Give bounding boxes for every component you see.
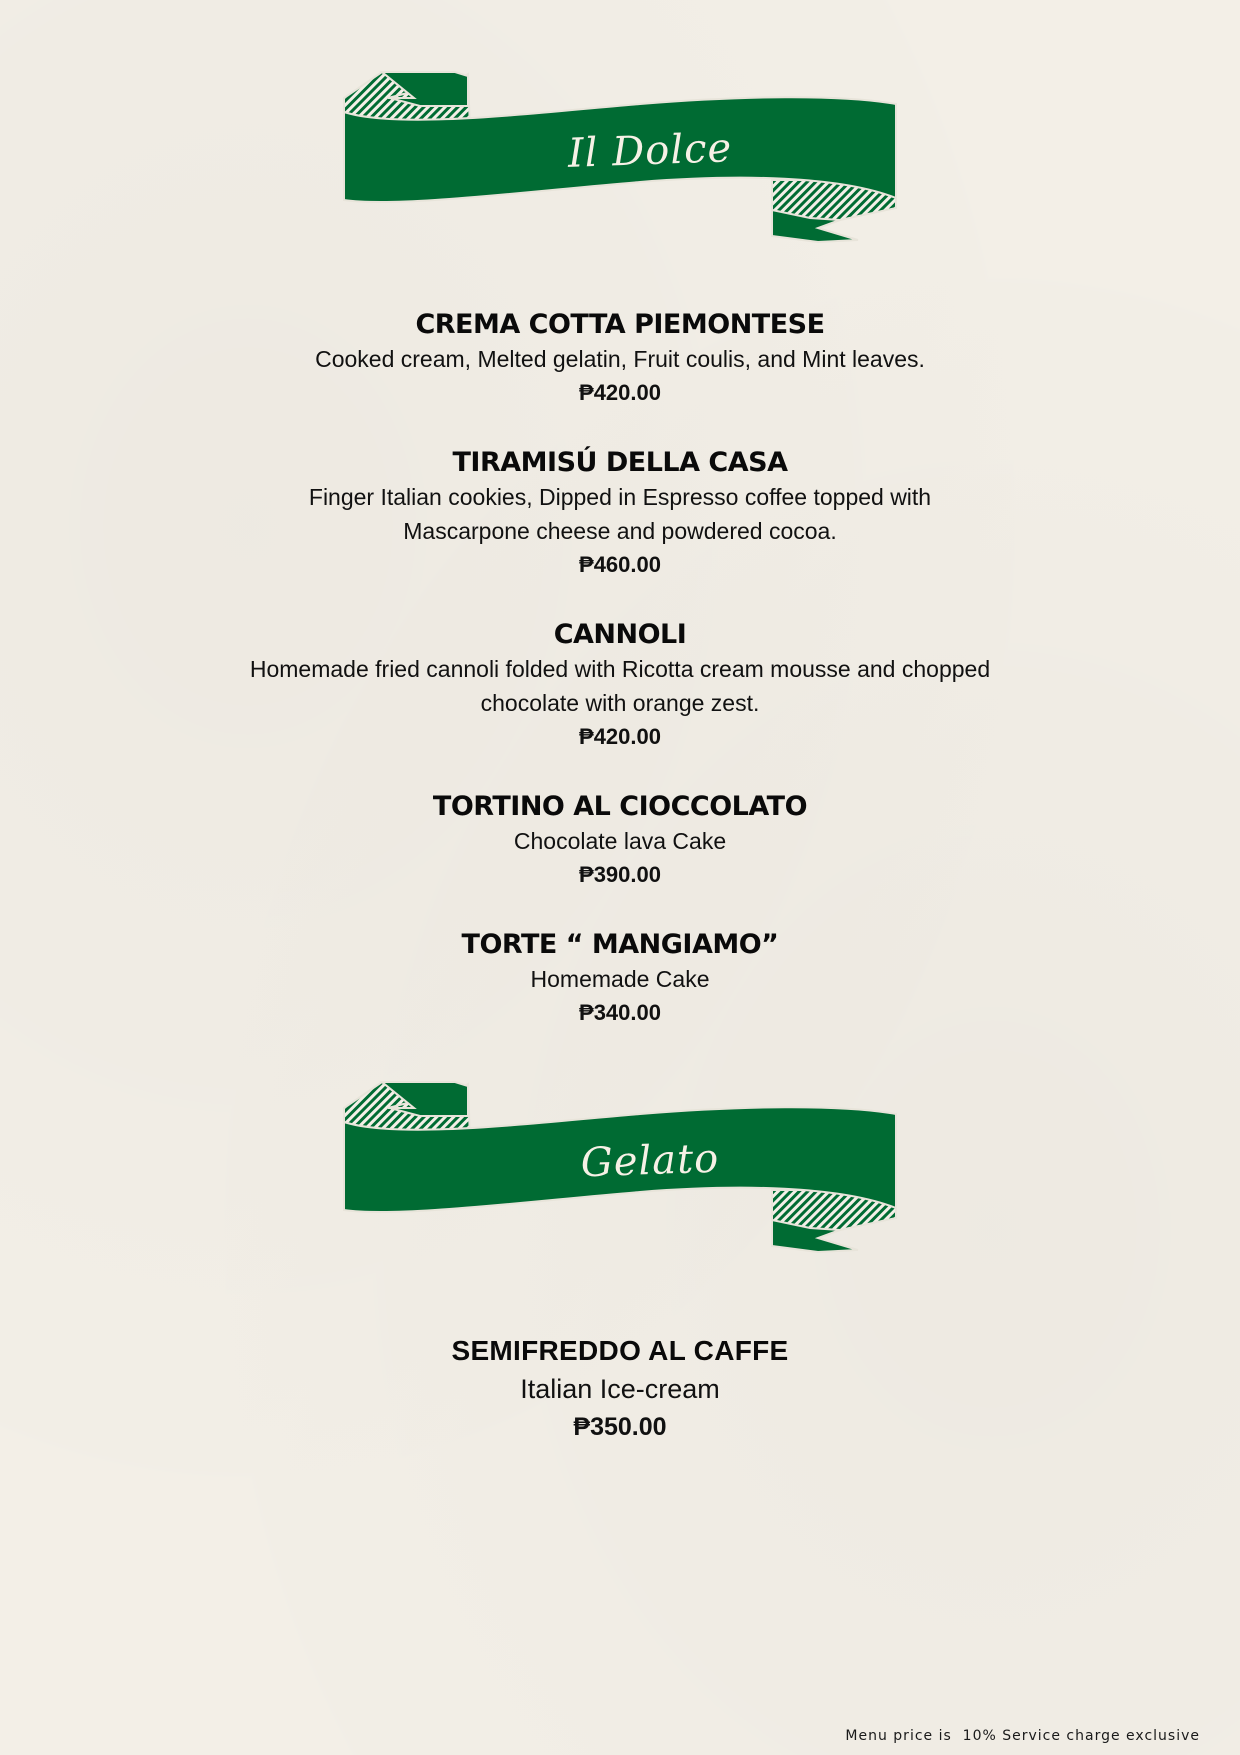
item-price: ₱390.00	[579, 862, 661, 887]
item-name: CREMA COTTA PIEMONTESE	[415, 309, 825, 340]
item-description: Homemade fried cannoli folded with Ricotta cream mousse and chopped	[249, 656, 991, 682]
item-price: ₱340.00	[579, 1000, 661, 1025]
item-description: chocolate with orange zest.	[480, 690, 760, 716]
item-description: Mascarpone cheese and powdered cocoa.	[403, 518, 837, 544]
menu-item	[0, 446, 1240, 582]
section-title-dolce: Il Dolce	[567, 125, 733, 177]
menu-item	[0, 1332, 1240, 1446]
item-description: Italian Ice-cream	[520, 1374, 720, 1404]
item-price: ₱350.00	[573, 1413, 667, 1441]
menu-item	[0, 308, 1240, 410]
item-price: ₱420.00	[579, 724, 661, 749]
item-price: ₱460.00	[579, 552, 661, 577]
item-description: Cooked cream, Melted gelatin, Fruit coulis, and Mint leaves.	[315, 346, 925, 372]
section-title-gelato: Gelato	[580, 1135, 720, 1187]
item-description: Homemade Cake	[530, 966, 710, 992]
menu-item	[0, 618, 1240, 754]
item-description: Finger Italian cookies, Dipped in Espresso coffee topped with	[308, 484, 932, 510]
item-name: SEMIFREDDO AL CAFFE	[451, 1335, 789, 1366]
menu-item	[0, 790, 1240, 892]
item-description: Chocolate lava Cake	[513, 828, 727, 854]
item-name: TORTE “ MANGIAMO”	[461, 929, 779, 960]
item-name: TIRAMISÚ DELLA CASA	[452, 447, 788, 478]
item-price: ₱420.00	[579, 380, 661, 405]
menu-item	[0, 928, 1240, 1030]
item-name: CANNOLI	[553, 619, 687, 650]
item-name: TORTINO AL CIOCCOLATO	[432, 791, 808, 822]
footer-note: Menu price is 10% Service charge exclusive	[845, 1728, 1200, 1744]
banner-gelato	[340, 1080, 900, 1280]
banner-dolce	[340, 70, 900, 270]
